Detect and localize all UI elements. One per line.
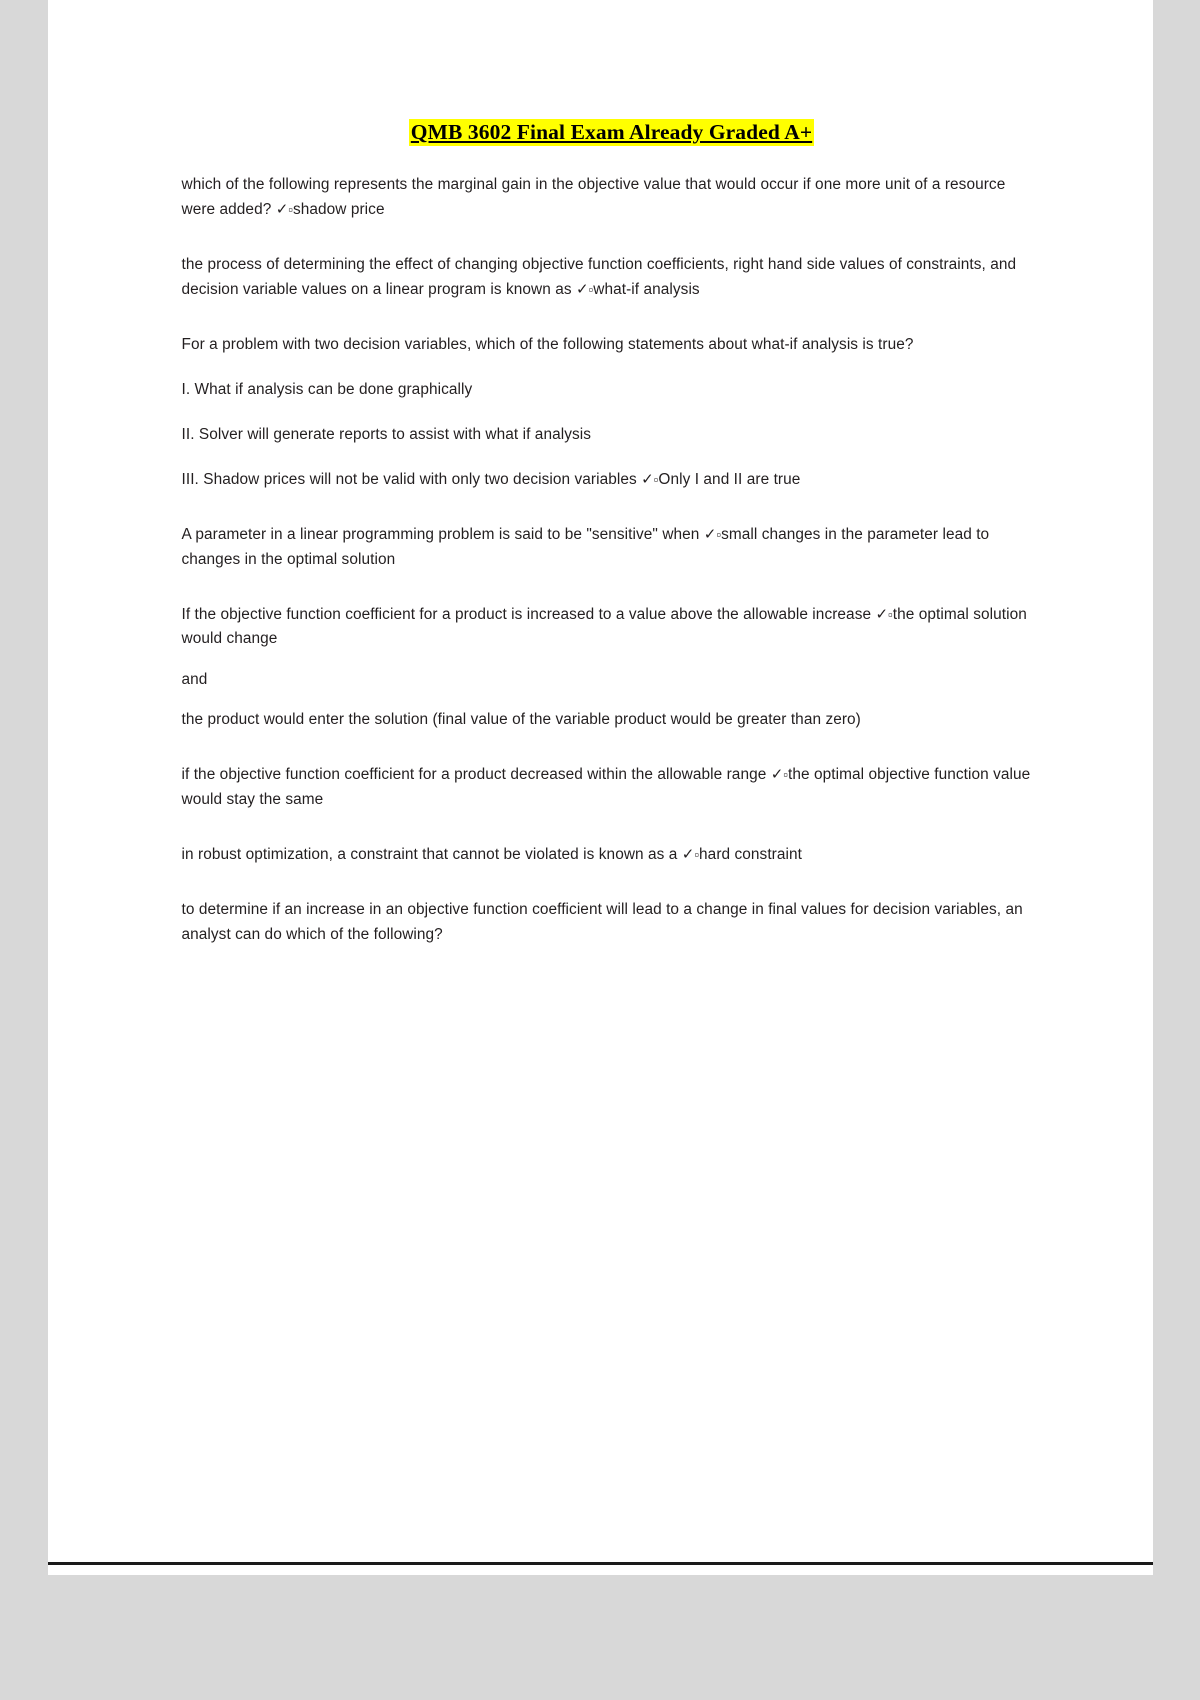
checkbox-icon: ▫	[783, 767, 788, 783]
check-icon: ✓	[875, 605, 889, 623]
check-icon: ✓	[641, 470, 654, 488]
check-icon: ✓	[576, 280, 589, 298]
qa-block-q3-iii	[182, 468, 1042, 493]
answer-text-q2: what-if analysis	[593, 280, 700, 298]
question-text-q4: A parameter in a linear programming problem is said to be "sensitive" when	[181, 525, 700, 543]
check-icon: ✓	[770, 766, 784, 784]
footer-divider	[48, 1562, 1153, 1565]
question-text-q3: For a problem with two decision variables, which of the following statements about what-if analysis is true?	[181, 335, 914, 353]
question-text-q5-and: and	[181, 670, 208, 688]
question-text-q2: the process of determining the effect of changing objective function coefficients, right hand side values of constraints, and decision variable values on a linear program is known as	[181, 255, 1017, 298]
answer-marker-q2	[576, 281, 593, 298]
answer-text-q5: the optimal solution would change	[181, 605, 1027, 648]
page-title	[182, 120, 1042, 145]
answer-text-q4: small changes in the parameter lead to changes in the optimal solution	[181, 525, 990, 568]
answer-marker-q7	[682, 846, 699, 863]
qa-block-q5-and	[182, 668, 1042, 693]
qa-block-q3-i	[182, 378, 1042, 403]
checkbox-icon: ▫	[888, 606, 893, 622]
document-page	[48, 0, 1153, 1575]
question-text-q1: which of the following represents the marginal gain in the objective value that would occur if one more unit of a resource were added?	[181, 176, 1006, 218]
checkbox-icon: ▫	[694, 847, 700, 863]
checkbox-icon: ▫	[288, 201, 293, 217]
qa-block-q3	[182, 333, 1042, 358]
question-text-q3-iii: III. Shadow prices will not be valid with only two decision variables	[181, 470, 637, 488]
question-text-q8: to determine if an increase in an objective function coefficient will lead to a change in final values for decision variables, an analyst can do which of the following?	[181, 900, 1023, 943]
page-title-text: QMB 3602 Final Exam Already Graded A+	[410, 120, 813, 144]
qa-block-q5	[182, 603, 1042, 653]
question-text-q7: in robust optimization, a constraint that cannot be violated is known as a	[181, 846, 678, 864]
qa-block-q2	[182, 253, 1042, 303]
checkbox-icon: ▫	[588, 281, 594, 297]
question-text-q5-cont: the product would enter the solution (final value of the variable product would be greater than zero)	[181, 711, 861, 729]
answer-text-q7: hard constraint	[699, 846, 803, 864]
check-icon: ✓	[681, 846, 695, 864]
qa-block-q8	[182, 898, 1042, 948]
checkbox-icon: ▫	[653, 471, 659, 487]
check-icon: ✓	[275, 200, 289, 218]
answer-marker-q4	[704, 526, 721, 543]
qa-block-q1	[182, 173, 1042, 223]
question-text-q6: if the objective function coefficient for a product decreased within the allowable range	[181, 766, 767, 784]
qa-block-q6	[182, 763, 1042, 813]
answer-text-q3: Only I and II are true	[658, 470, 801, 488]
page-content	[182, 120, 1042, 963]
checkbox-icon: ▫	[716, 526, 722, 542]
check-icon: ✓	[703, 525, 717, 543]
qa-block-q7	[182, 843, 1042, 868]
answer-text-q6: the optimal objective function value would stay the same	[181, 766, 1031, 809]
answer-marker-q5	[875, 606, 892, 623]
qa-block-q3-ii	[182, 423, 1042, 448]
question-text-q3-ii: II. Solver will generate reports to assist with what if analysis	[181, 425, 592, 443]
answer-marker-q6	[771, 766, 788, 783]
question-text-q5: If the objective function coefficient for a product is increased to a value above the allowable increase	[181, 605, 872, 623]
answer-marker-q1	[276, 201, 293, 218]
qa-block-q4	[182, 523, 1042, 573]
answer-marker-q3	[641, 471, 658, 488]
qa-block-q5-cont	[182, 708, 1042, 733]
question-text-q3-i: I. What if analysis can be done graphically	[181, 380, 473, 398]
answer-text-q1: shadow price	[292, 200, 385, 218]
